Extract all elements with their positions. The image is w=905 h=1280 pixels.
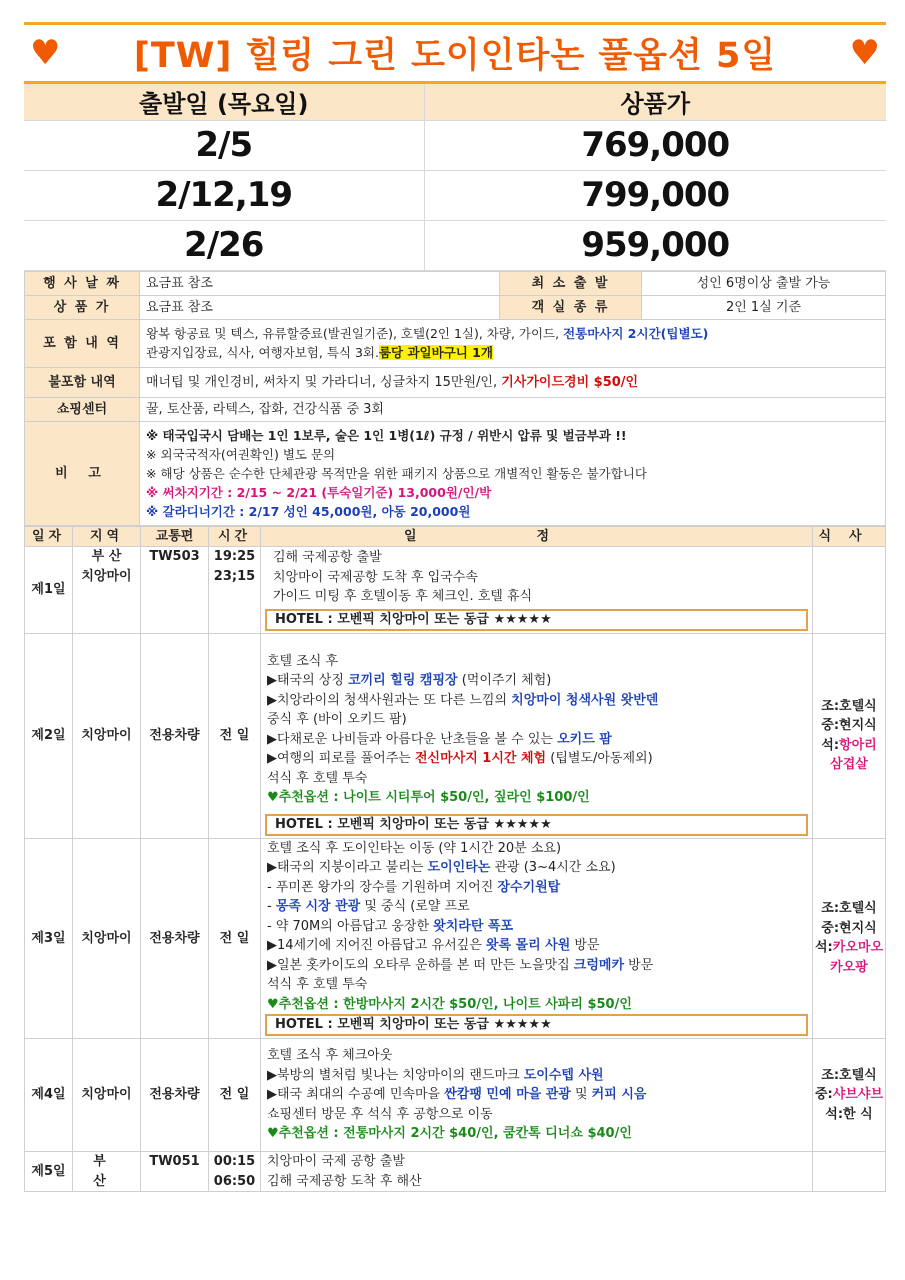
line-highlight: 오키드 팜 (557, 731, 612, 747)
line-text: ▶태국의 지붕이라고 불리는 (267, 860, 428, 875)
time-cell (209, 1152, 261, 1192)
meal-dinner (813, 938, 885, 958)
line-text: - 약 70M의 아름답고 웅장한 (267, 918, 434, 934)
itinerary-line (267, 671, 806, 691)
note-line: ※ 써차지기간 : 2/15 ~ 2/21 (투숙일기준) 13,000원/인/박 (146, 484, 492, 500)
schedule-row (25, 1152, 886, 1192)
meal-special: 카오마오 (832, 940, 883, 956)
meal-special: 항아리 (839, 737, 877, 753)
meal-breakfast: 조:호텔식 (821, 901, 877, 917)
meal-dinner (813, 736, 885, 756)
min-departure-label: 최 소 출 발 (500, 271, 642, 295)
day-label: 제1일 (25, 547, 73, 634)
itinerary-cell (261, 1039, 813, 1152)
itinerary-line (267, 749, 806, 769)
itinerary-line (267, 1066, 806, 1086)
price-row (24, 220, 886, 270)
itinerary-cell (261, 838, 813, 1039)
time-value: 19:25 (213, 549, 256, 564)
meal-header: 식사 (813, 526, 886, 547)
line-text: - 푸미폰 왕가의 장수를 기원하며 지어진 (267, 879, 498, 895)
line-highlight: 치앙마이 청색사원 왓반덴 (511, 692, 659, 708)
price-header: 상품가 (424, 84, 886, 120)
line-highlight: 도이인타논 (427, 860, 491, 875)
meal-special: 삼겹살 (830, 757, 868, 772)
price-value: 799,000 (424, 170, 886, 220)
meal-dinner: 석:한 식 (825, 1106, 873, 1122)
day-label: 제4일 (25, 1039, 73, 1152)
itinerary-line (267, 730, 806, 750)
price-table (24, 84, 886, 271)
itinerary-line (267, 1085, 806, 1105)
area-name: 부 산 (91, 549, 122, 564)
meal-cell (813, 838, 886, 1039)
time-value: 00:15 (213, 1154, 256, 1169)
line-text: ▶태국의 상징 (267, 673, 349, 688)
itinerary-header: 일정 (261, 526, 813, 547)
line-text: 및 (570, 1087, 592, 1103)
line-highlight: 크렁메카 (573, 957, 625, 973)
meal-special: 카오팡 (830, 959, 868, 975)
meal-prefix: 중: (815, 1087, 833, 1103)
time-cell (209, 547, 261, 634)
line-highlight: 왓록 몰리 사원 (485, 938, 571, 953)
hotel-info: HOTEL : 모벤픽 치앙마이 또는 동급 ★★★★★ (265, 609, 808, 631)
line-text: (팁별도/아동제외) (546, 751, 653, 766)
line-highlight: 몽족 시장 관광 (275, 899, 361, 914)
itinerary-line (267, 956, 806, 976)
area-name: 치앙마이 (81, 568, 132, 584)
event-date-label: 행 사 날 짜 (25, 271, 140, 295)
area-name: 치앙마이 (73, 838, 141, 1039)
itinerary-line: 쇼핑센터 방문 후 석식 후 공항으로 이동 (267, 1106, 493, 1122)
price-value: 769,000 (424, 120, 886, 170)
time-value: 06:50 (213, 1173, 256, 1189)
itinerary-cell (261, 547, 813, 634)
note-line: ※ 해당 상품은 순수한 단체관광 목적만을 위한 패키지 상품으로 개별적인 활동은 불가합니다 (146, 465, 647, 481)
itinerary-cell (261, 1152, 813, 1192)
includes-value (140, 319, 886, 367)
itinerary-line (267, 936, 806, 956)
meal-lunch: 중:현지식 (821, 920, 877, 936)
departure-date: 2/5 (24, 120, 424, 170)
area-header: 지역 (73, 526, 141, 547)
info-table (24, 271, 886, 526)
includes-label: 포 함 내 역 (25, 319, 140, 367)
transport-type: 전용차량 (141, 838, 209, 1039)
line-highlight: 싼캄팽 민예 마을 관광 (444, 1087, 571, 1103)
includes-text: 관광지입장료, 식사, 여행자보험, 특식 3회. (146, 345, 379, 360)
area-name: 치앙마이 (73, 633, 141, 838)
recommended-option: ♥추천옵션 : 나이트 시티투어 $50/인, 짚라인 $100/인 (267, 790, 590, 805)
meal-cell (813, 1152, 886, 1192)
hotel-info: HOTEL : 모벤픽 치앙마이 또는 동급 ★★★★★ (265, 1014, 808, 1036)
min-departure-value: 성인 6명이상 출발 가능 (642, 271, 886, 295)
meal-prefix: 석: (815, 940, 833, 956)
product-price-label: 상 품 가 (25, 295, 140, 319)
day-header: 일자 (25, 526, 73, 547)
line-highlight: 커피 시음 (591, 1087, 647, 1103)
area-name: 치앙마이 (73, 1039, 141, 1152)
schedule-table (24, 526, 886, 1193)
departure-date-header: 출발일 (목요일) (24, 84, 424, 120)
schedule-row (25, 547, 886, 634)
meal-lunch (813, 1085, 885, 1105)
event-date-value: 요금표 참조 (140, 271, 500, 295)
time-value: 전 일 (209, 1039, 261, 1152)
schedule-row (25, 633, 886, 838)
itinerary-line: 치앙마이 국제 공항 출발 (267, 1154, 405, 1169)
line-text: ▶14세기에 지어진 아름답고 유서깊은 (267, 938, 486, 953)
time-value: 23;15 (213, 568, 256, 584)
meal-cell (813, 633, 886, 838)
line-text: ▶치앙라이의 청색사원과는 또 다른 느낌의 (267, 692, 512, 708)
line-highlight: 왓치라탄 폭포 (433, 918, 514, 934)
departure-date: 2/26 (24, 220, 424, 270)
line-highlight: 전신마사지 1시간 체험 (414, 751, 547, 766)
heart-icon: ♥ (30, 33, 61, 73)
meal-cell (813, 1039, 886, 1152)
flight-number: TW503 (141, 547, 209, 634)
itinerary-line (267, 878, 806, 898)
recommended-option: ♥추천옵션 : 전통마사지 2시간 $40/인, 쿰칸톡 디너쇼 $40/인 (267, 1126, 632, 1142)
itinerary-line: 석식 후 호텔 투숙 (267, 770, 368, 786)
notes-value (140, 421, 886, 525)
itinerary-line: 김해 국제공항 도착 후 해산 (267, 1173, 422, 1189)
includes-massage: 전통마사지 2시간(팁별도) (563, 326, 709, 341)
note-line: ※ 갈라디너기간 : 2/17 성인 45,000원, 아동 20,000원 (146, 503, 471, 519)
itinerary-page (24, 22, 886, 1192)
itinerary-line: 호텔 조식 후 (267, 653, 339, 669)
area-cell (73, 547, 141, 634)
notes-label: 비 고 (25, 421, 140, 525)
room-type-value: 2인 1실 기준 (642, 295, 886, 319)
line-highlight: 코끼리 힐링 캠핑장 (348, 673, 458, 688)
itinerary-line: 호텔 조식 후 체크아웃 (267, 1048, 393, 1064)
line-text: - (267, 899, 276, 914)
itinerary-line (267, 897, 806, 917)
flight-number: TW051 (141, 1152, 209, 1192)
schedule-row (25, 1039, 886, 1152)
price-row (24, 170, 886, 220)
shopping-label: 쇼핑센터 (25, 397, 140, 421)
time-header: 시간 (209, 526, 261, 547)
itinerary-line: 중식 후 (바이 오키드 팜) (267, 712, 407, 727)
itinerary-line (267, 691, 806, 711)
recommended-option: ♥추천옵션 : 한방마사지 2시간 $50/인, 나이트 사파리 $50/인 (267, 996, 632, 1012)
excludes-guide-fee: 기사가이드경비 $50/인 (501, 374, 639, 390)
price-value: 959,000 (424, 220, 886, 270)
meal-lunch: 중:현지식 (821, 718, 877, 733)
excludes-label: 불포함 내역 (25, 367, 140, 397)
area-name: 부 산 (73, 1152, 141, 1192)
meal-breakfast: 조:호텔식 (821, 698, 877, 714)
itinerary-line: 가이드 미팅 후 호텔이동 후 체크인. 호텔 휴식 (273, 589, 533, 604)
line-text: 및 중식 (로얄 프로 (360, 899, 470, 914)
meal-cell (813, 547, 886, 634)
meal-prefix: 석: (821, 737, 840, 753)
meal-special: 샤브샤브 (832, 1087, 883, 1103)
itinerary-line: 김해 국제공항 출발 (273, 550, 382, 565)
product-price-value: 요금표 참조 (140, 295, 500, 319)
day-label: 제3일 (25, 838, 73, 1039)
time-value: 전 일 (209, 838, 261, 1039)
departure-date: 2/12,19 (24, 170, 424, 220)
itinerary-line (267, 858, 806, 878)
line-text: ▶북방의 별처럼 빛나는 치앙마이의 랜드마크 (267, 1067, 524, 1083)
line-text: ▶다채로운 나비들과 아름다운 난초들을 볼 수 있는 (267, 731, 558, 747)
transport-type: 전용차량 (141, 633, 209, 838)
transport-header: 교통편 (141, 526, 209, 547)
line-text: ▶여행의 피로를 풀어주는 (267, 751, 415, 766)
hotel-info: HOTEL : 모벤픽 치앙마이 또는 동급 ★★★★★ (265, 814, 808, 836)
heart-icon: ♥ (849, 33, 880, 73)
excludes-value (140, 367, 886, 397)
line-text: 방문 (624, 957, 654, 973)
transport-type: 전용차량 (141, 1039, 209, 1152)
line-text: (먹이주기 체험) (457, 673, 552, 688)
time-value: 전 일 (209, 633, 261, 838)
note-line: ※ 태국입국시 담배는 1인 1보루, 술은 1인 1병(1ℓ) 규정 / 위반시 압류 및 벌금부과 !! (146, 427, 627, 443)
itinerary-cell (261, 633, 813, 838)
line-highlight: 장수기원탑 (497, 879, 561, 895)
line-text: ▶태국 최대의 수공예 민속마을 (267, 1087, 445, 1103)
itinerary-line: 치앙마이 국제공항 도착 후 입국수속 (273, 569, 478, 585)
itinerary-line: 호텔 조식 후 도이인타논 이동 (약 1시간 20분 소요) (267, 840, 562, 856)
meal-breakfast: 조:호텔식 (821, 1067, 877, 1083)
line-text: 관광 (3~4시간 소요) (490, 860, 616, 875)
includes-fruit-basket: 룸당 과일바구니 1개 (378, 345, 493, 360)
day-label: 제5일 (25, 1152, 73, 1192)
line-text: 방문 (570, 938, 600, 953)
price-row (24, 120, 886, 170)
line-highlight: 도이수텝 사원 (523, 1067, 604, 1083)
includes-text: 왕복 항공료 및 텍스, 유류할증료(발권일기준), 호텔(2인 1실), 차량, 가이드, (146, 326, 564, 341)
note-line: ※ 외국국적자(여권확인) 별도 문의 (146, 446, 336, 462)
day-label: 제2일 (25, 633, 73, 838)
itinerary-line (267, 917, 806, 937)
itinerary-line: 석식 후 호텔 투숙 (267, 977, 368, 992)
shopping-value: 꿀, 토산품, 라텍스, 잡화, 건강식품 중 3회 (140, 397, 886, 421)
room-type-label: 객 실 종 류 (500, 295, 642, 319)
title-bar (24, 22, 886, 84)
excludes-text: 매너팁 및 개인경비, 써차지 및 가라디너, 싱글차지 15만원/인, (146, 374, 502, 390)
line-text: ▶일본 홋카이도의 오타루 운하를 본 떠 만든 노을맛집 (267, 957, 574, 973)
schedule-row (25, 838, 886, 1039)
page-title: [TW] 힐링 그린 도이인타논 풀옵션 5일 (133, 36, 777, 76)
